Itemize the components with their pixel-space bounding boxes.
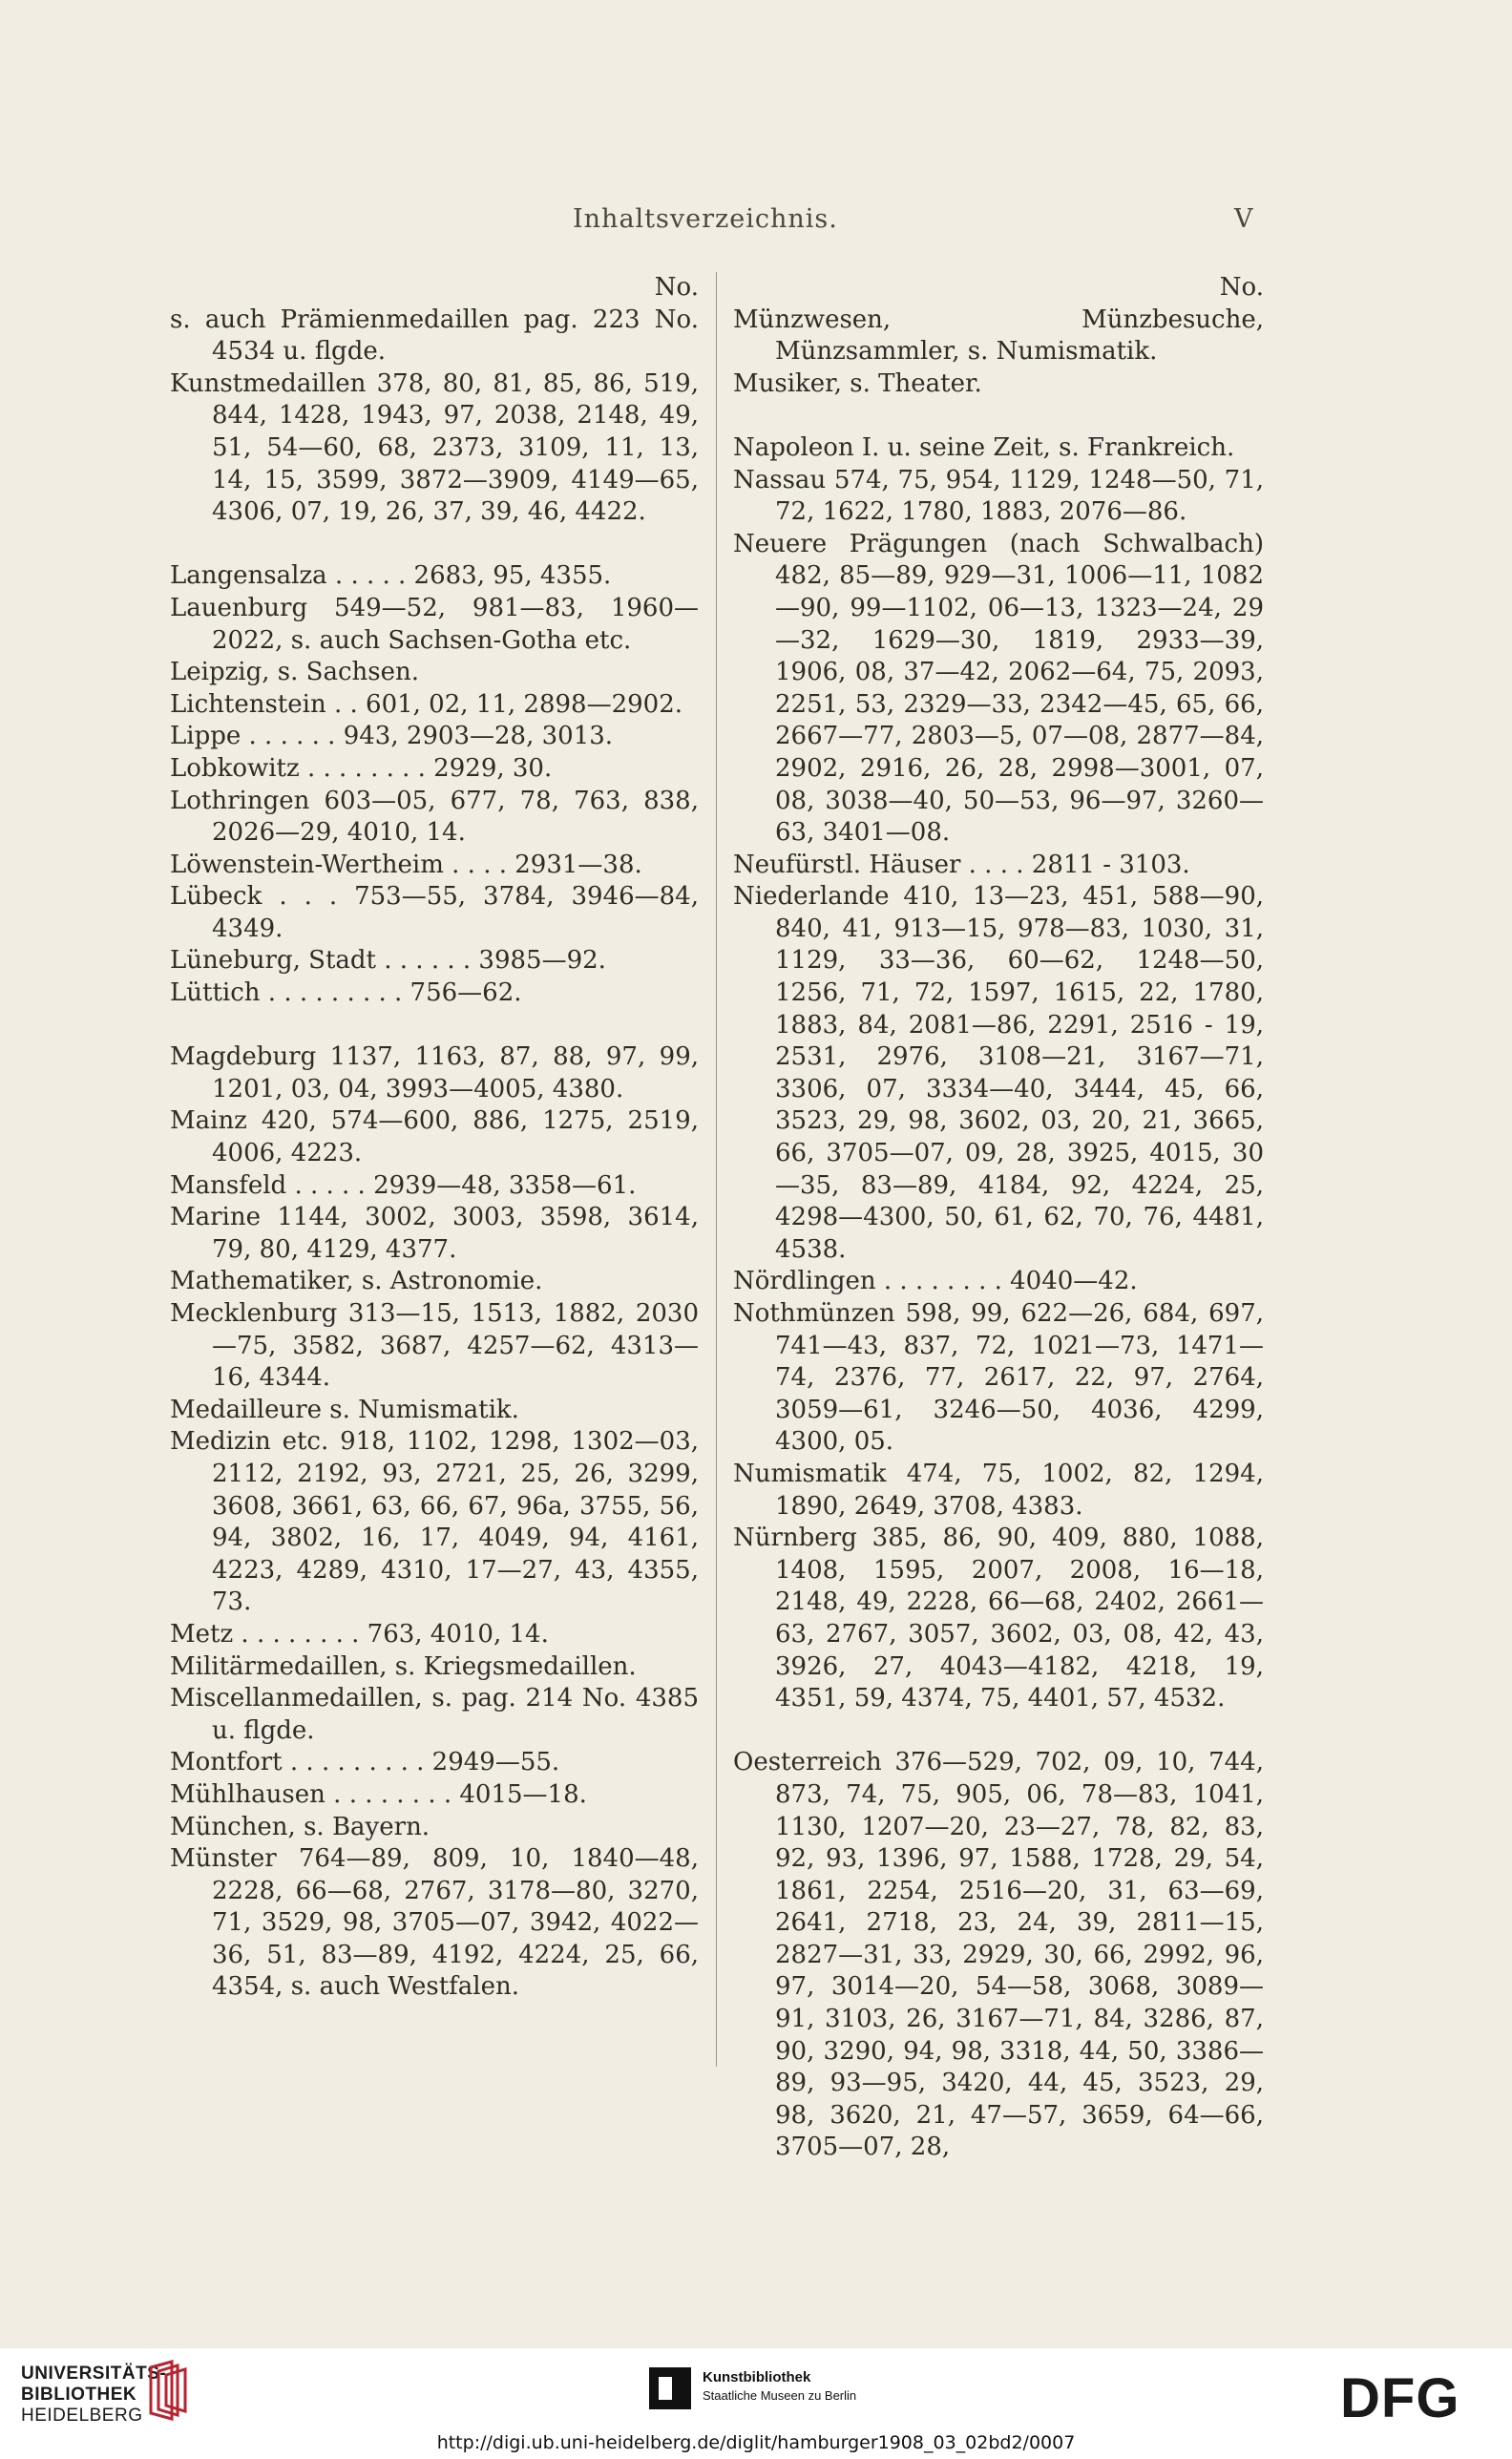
index-entry: Medailleure s. Numismatik. bbox=[170, 1395, 519, 1424]
kunstbibliothek-title: Kunstbibliothek bbox=[703, 2369, 811, 2385]
index-entry: Niederlande 410, 13—23, 451, 588—90, 840, 41, 913—15, 978—83, 1030, 31, 1129, 33—36, 60—62, 1248—50, 1256, 71, 72, 1597, 1615, 22, 1780, 1883, 84, 2081—86, 2291, 2516 - 19, 2531, 2976, 3108—21, 3167—71, 3306, 07, 3334—40, 3444, 45, 66, 3523, 29, 98, 3602, 03, 20, 21, 3665, 66, 3705—07, 09, 28, 3925, 4015, 30—35, 83—89, 4184, 92, 4224, 25, 4298—4300, 50, 61, 62, 70, 76, 4481, 4538. bbox=[733, 882, 1264, 1264]
kunstbibliothek-subtitle: Staatliche Museen zu Berlin bbox=[703, 2388, 857, 2403]
column-divider bbox=[716, 272, 717, 2067]
index-entry: Metz . . . . . . . . 763, 4010, 14. bbox=[170, 1619, 549, 1649]
kunstbibliothek-logo bbox=[649, 2367, 935, 2425]
index-entry: Lichtenstein . . 601, 02, 11, 2898—2902. bbox=[170, 689, 683, 719]
index-entry: Mühlhausen . . . . . . . . 4015—18. bbox=[170, 1779, 587, 1809]
entry-list-left bbox=[170, 305, 699, 2004]
index-entry: Kunstmedaillen 378, 80, 81, 85, 86, 519, 844, 1428, 1943, 97, 2038, 2148, 49, 51, 54—60, 68, 2373, 3109, 11, 13, 14, 15, 3599, 3872—3909, 4149—65, 4306, 07, 19, 26, 37, 39, 46, 4422. bbox=[170, 368, 699, 527]
index-entry: Lüneburg, Stadt . . . . . . 3985—92. bbox=[170, 946, 606, 976]
index-entry: Montfort . . . . . . . . . 2949—55. bbox=[170, 1748, 560, 1777]
index-column-left bbox=[170, 272, 699, 2004]
index-entry: Neuere Prägungen (nach Schwalbach) 482, 85—89, 929—31, 1006—11, 1082—90, 99—1102, 06—13, 1323—24, 29—32, 1629—30, 1819, 2933—39, 1906, 08, 37—42, 2062—64, 75, 2093, 2251, 53, 2329—33, 2342—45, 65, 66, 2667—77, 2803—5, 07—08, 2877—84, 2902, 2916, 26, 28, 2998—3001, 07, 08, 3038—40, 50—53, 96—97, 3260—63, 3401—08. bbox=[733, 529, 1264, 848]
index-entry: Nördlingen . . . . . . . . 4040—42. bbox=[733, 1267, 1138, 1296]
library-mark-icon bbox=[143, 2358, 200, 2427]
section-gap bbox=[733, 1715, 1264, 1748]
index-entry: Löwenstein-Wertheim . . . . 2931—38. bbox=[170, 850, 642, 879]
index-entry: Lauenburg 549—52, 981—83, 1960—2022, s. auch Sachsen-Gotha etc. bbox=[170, 593, 699, 655]
index-entry: Lobkowitz . . . . . . . . 2929, 30. bbox=[170, 753, 553, 783]
running-title: Inhaltsverzeichnis. bbox=[573, 204, 838, 234]
page-header bbox=[0, 204, 1512, 242]
logo-text-line: BIBLIOTHEK bbox=[21, 2385, 137, 2405]
page-number: V bbox=[1234, 204, 1253, 234]
kunstbibliothek-mark-icon bbox=[649, 2367, 691, 2409]
section-gap bbox=[170, 529, 699, 561]
logo-text-line: UNIVERSITÄTS- bbox=[21, 2364, 167, 2384]
index-entry: Leipzig, s. Sachsen. bbox=[170, 658, 420, 687]
index-entry: Napoleon I. u. seine Zeit, s. Frankreich. bbox=[733, 432, 1235, 462]
index-entry: Oesterreich 376—529, 702, 09, 10, 744, 873, 74, 75, 905, 06, 78—83, 1041, 1130, 1207—20, 23—27, 78, 82, 83, 92, 93, 1396, 97, 1588, 1728, 29, 54, 1861, 2254, 2516—20, 31, 63—69, 2641, 2718, 23, 24, 39, 2811—15, 2827—31, 33, 2929, 30, 66, 2992, 96, 97, 3014—20, 54—58, 3068, 3089—91, 3103, 26, 3167—71, 84, 3286, 87, 90, 3290, 94, 98, 3318, 44, 50, 3386—89, 93—95, 3420, 44, 45, 3523, 29, 98, 3620, 21, 47—57, 3659, 64—66, 3705—07, 28, bbox=[733, 1748, 1264, 2162]
source-url[interactable]: http://digi.ub.uni-heidelberg.de/diglit/hamburger1908_03_02bd2/0007 bbox=[436, 2432, 1076, 2453]
index-entry: Militärmedaillen, s. Kriegsmedaillen. bbox=[170, 1651, 637, 1681]
index-entry: s. auch Prämienmedaillen pag. 223 No. 4534 u. flgde. bbox=[170, 305, 699, 367]
index-entry: Musiker, s. Theater. bbox=[733, 368, 982, 398]
index-entry: Medizin etc. 918, 1102, 1298, 1302—03, 2112, 2192, 93, 2721, 25, 26, 3299, 3608, 3661, 63, 66, 67, 96a, 3755, 56, 94, 3802, 16, 17, 4049, 94, 4161, 4223, 4289, 4310, 17—27, 43, 4355, 73. bbox=[170, 1427, 699, 1617]
index-entry: München, s. Bayern. bbox=[170, 1812, 430, 1841]
index-entry: Lüttich . . . . . . . . . 756—62. bbox=[170, 978, 522, 1008]
section-gap bbox=[733, 400, 1264, 432]
index-entry: Lothringen 603—05, 677, 78, 763, 838, 2026—29, 4010, 14. bbox=[170, 786, 699, 848]
index-entry: Nothmünzen 598, 99, 622—26, 684, 697, 741—43, 837, 72, 1021—73, 1471—74, 2376, 77, 2617, 22, 97, 2764, 3059—61, 3246—50, 4036, 4299, 4300, 05. bbox=[733, 1299, 1264, 1457]
column-number-label: No. bbox=[654, 273, 699, 302]
index-entry: Münzwesen, Münzbesuche, Münzsammler, s. Numismatik. bbox=[733, 305, 1264, 367]
index-entry: Münster 764—89, 809, 10, 1840—48, 2228, 66—68, 2767, 3178—80, 3270, 71, 3529, 98, 3705—07, 3942, 4022—36, 51, 83—89, 4192, 4224, 25, 66, 4354, s. auch Westfalen. bbox=[170, 1844, 699, 2002]
index-entry: Neufürstl. Häuser . . . . 2811 - 3103. bbox=[733, 850, 1190, 879]
entry-list-right bbox=[733, 305, 1264, 2164]
index-entry: Nassau 574, 75, 954, 1129, 1248—50, 71, 72, 1622, 1780, 1883, 2076—86. bbox=[733, 465, 1264, 527]
index-entry: Langensalza . . . . . 2683, 95, 4355. bbox=[170, 561, 612, 591]
index-entry: Mathematiker, s. Astronomie. bbox=[170, 1267, 543, 1296]
index-entry: Nürnberg 385, 86, 90, 409, 880, 1088, 1408, 1595, 2007, 2008, 16—18, 2148, 49, 2228, 66—68, 2402, 2661—63, 2767, 3057, 3602, 03, 08, 42, 43, 3926, 27, 4043—4182, 4218, 19, 4351, 59, 4374, 75, 4401, 57, 4532. bbox=[733, 1524, 1264, 1713]
index-entry: Mansfeld . . . . . 2939—48, 3358—61. bbox=[170, 1170, 637, 1200]
section-gap bbox=[170, 1010, 699, 1042]
index-entry: Miscellanmedaillen, s. pag. 214 No. 4385 u. flgde. bbox=[170, 1684, 699, 1745]
index-entry: Lippe . . . . . . 943, 2903—28, 3013. bbox=[170, 722, 614, 751]
index-entry: Mecklenburg 313—15, 1513, 1882, 2030—75, 3582, 3687, 4257—62, 4313—16, 4344. bbox=[170, 1299, 699, 1393]
index-entry: Numismatik 474, 75, 1002, 82, 1294, 1890, 2649, 3708, 4383. bbox=[733, 1459, 1264, 1521]
index-entry: Magdeburg 1137, 1163, 87, 88, 97, 99, 1201, 03, 04, 3993—4005, 4380. bbox=[170, 1042, 699, 1103]
logo-text-line: HEIDELBERG bbox=[21, 2406, 143, 2426]
index-entry: Marine 1144, 3002, 3003, 3598, 3614, 79, 80, 4129, 4377. bbox=[170, 1203, 699, 1264]
index-column-right bbox=[733, 272, 1264, 2164]
index-entry: Mainz 420, 574—600, 886, 1275, 2519, 4006, 4223. bbox=[170, 1106, 699, 1168]
dfg-logo: DFG bbox=[1340, 2367, 1460, 2429]
column-number-label: No. bbox=[1219, 273, 1264, 302]
index-entry: Lübeck . . . 753—55, 3784, 3946—84, 4349. bbox=[170, 882, 699, 943]
digitization-footer bbox=[0, 2348, 1512, 2459]
